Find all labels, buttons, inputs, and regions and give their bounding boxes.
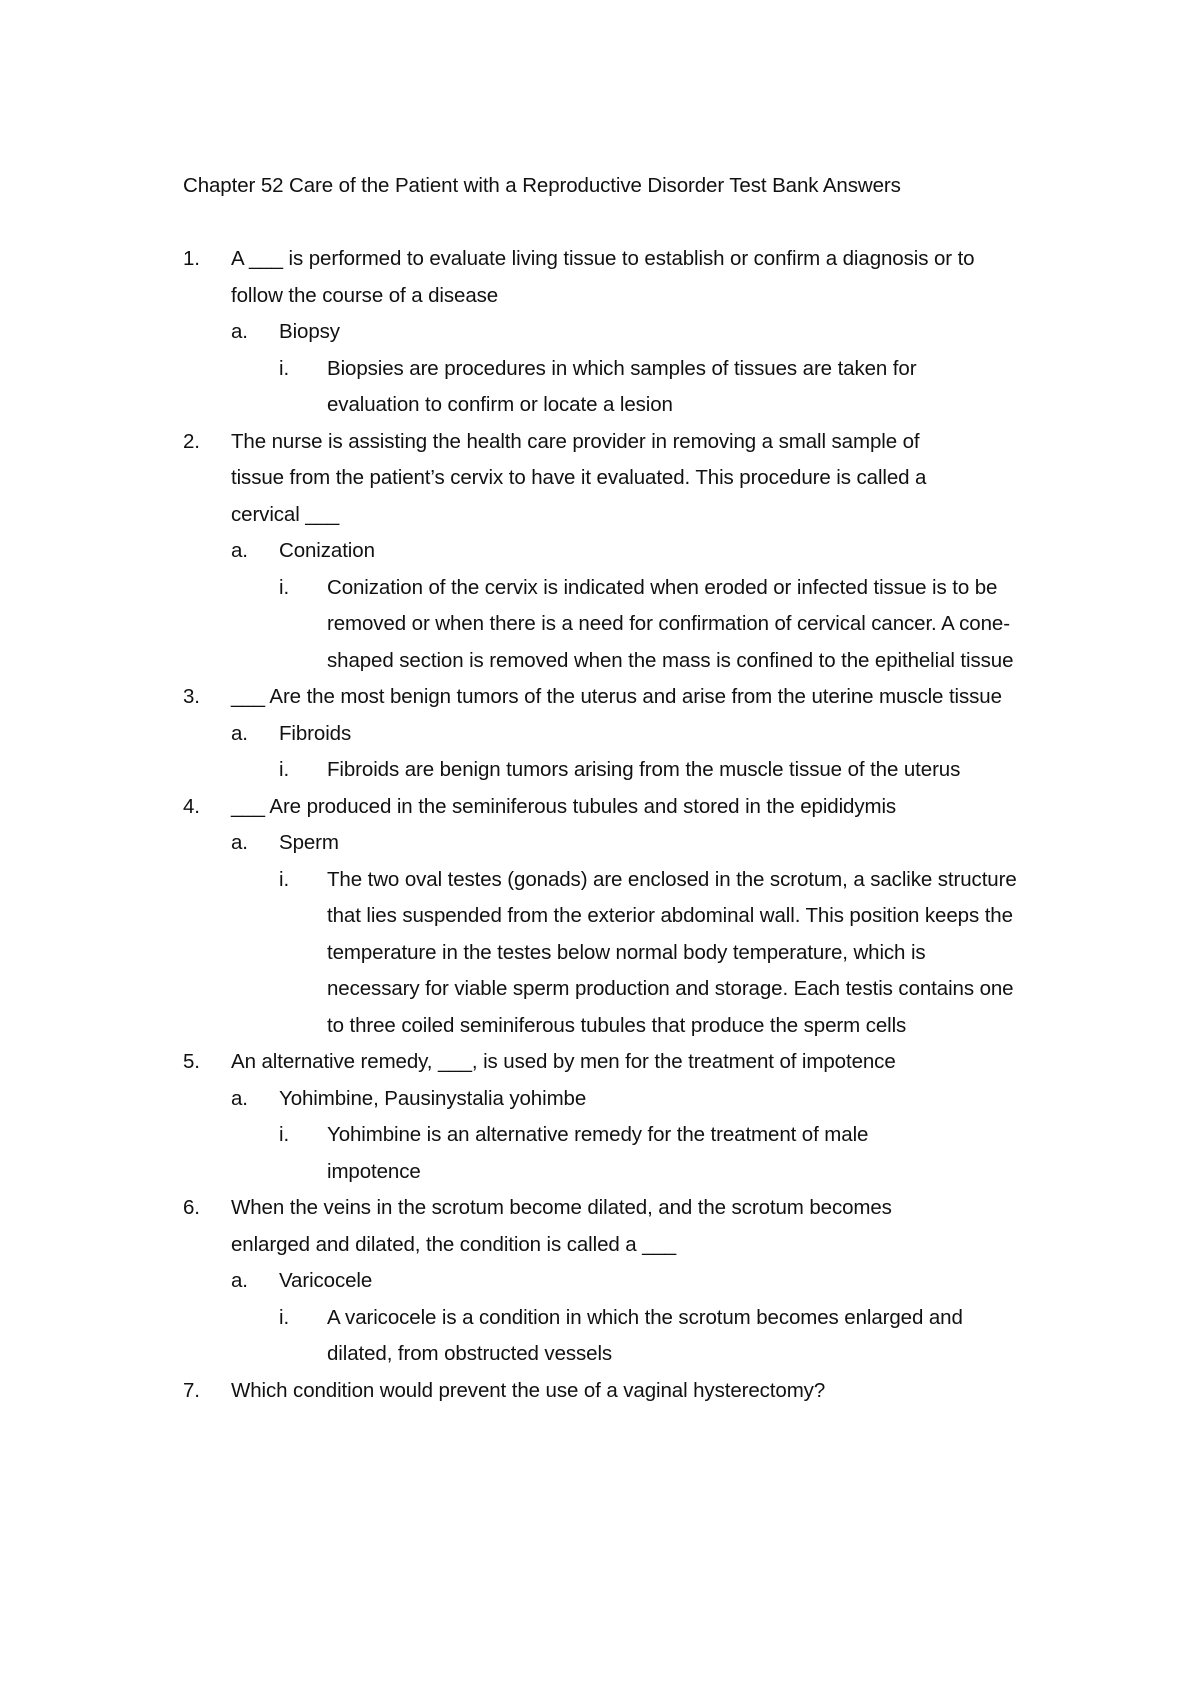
question-item [183,1373,1043,1410]
question-number: 2. [183,429,200,453]
question-text: ___ Are produced in the seminiferous tubules and stored in the epididymis [231,794,897,818]
question-text: Which condition would prevent the use of a vaginal hysterectomy? [231,1378,826,1402]
question-text: When the veins in the scrotum become dilated, and the scrotum becomes enlarged and dilated, the condition is called a ___ [231,1196,892,1256]
answer-item [231,314,1043,424]
question-text: A ___ is performed to evaluate living tissue to establish or confirm a diagnosis or to follow the course of a disease [231,247,975,307]
question-item [183,1190,1043,1373]
question-number: 5. [183,1050,200,1073]
answer-item [231,1263,1043,1373]
question-item [183,679,1043,789]
answer-text: Varicocele [279,1269,373,1292]
question-number: 1. [183,247,200,270]
answer-letter: a. [231,721,248,745]
rationale-text: Biopsies are procedures in which samples of tissues are taken for evaluation to confirm or locate a lesion [327,356,917,416]
question-item [183,1044,1043,1190]
question-item [183,789,1043,1045]
rationale-text: Fibroids are benign tumors arising from the muscle tissue of the uterus [327,758,961,781]
question-number: 6. [183,1196,200,1219]
rationale-item [279,1300,1043,1373]
rationale-item [279,752,1043,789]
answer-text: Fibroids [279,721,352,745]
question-number: 3. [183,685,200,708]
question-item [183,241,1043,424]
answer-text: Sperm [279,831,339,854]
rationale-text: Conization of the cervix is indicated when eroded or infected tissue is to be removed or when there is a need for confirmation of cervical cancer. A cone-shaped section is removed when the mass is confined to the epithelial tissue [327,575,1014,672]
rationale-text: A varicocele is a condition in which the scrotum becomes enlarged and dilated, from obstructed vessels [327,1305,963,1365]
question-text: ___ Are the most benign tumors of the uterus and arise from the uterine muscle tissue [231,685,1002,708]
answer-text: Biopsy [279,320,340,343]
answer-letter: a. [231,320,248,343]
rationale-item [279,1117,1043,1190]
rationale-text: Yohimbine is an alternative remedy for the treatment of male impotence [327,1123,869,1183]
rationale-text: The two oval testes (gonads) are enclosed in the scrotum, a saclike structure that lies suspended from the exterior abdominal wall. This position keeps the temperature in the testes below normal body temperature, which is necessary for viable sperm production and storage. Each testis contains one to three coiled seminiferous tubules that produce the sperm cells [327,867,1017,1037]
answer-letter: a. [231,1086,248,1110]
rationale-number: i. [279,758,290,781]
rationale-number: i. [279,356,290,380]
answer-item [231,533,1043,679]
answer-letter: a. [231,1269,248,1292]
answer-text: Yohimbine, Pausinystalia yohimbe [279,1086,587,1110]
document-title: Chapter 52 Care of the Patient with a Reproductive Disorder Test Bank Answers [183,174,901,197]
answer-letter: a. [231,831,248,854]
answer-item [231,1081,1043,1191]
question-item [183,424,1043,680]
answer-item [231,716,1043,789]
answer-letter: a. [231,539,248,562]
rationale-item [279,862,1043,1045]
rationale-number: i. [279,867,290,891]
question-text: An alternative remedy, ___, is used by men for the treatment of impotence [231,1050,896,1073]
question-number: 4. [183,794,200,818]
rationale-number: i. [279,1305,290,1329]
answer-text: Conization [279,539,375,562]
rationale-item [279,351,1043,424]
question-text: The nurse is assisting the health care provider in removing a small sample of tissue from the patient’s cervix to have it evaluated. This procedure is called a cervical ___ [231,429,927,526]
rationale-number: i. [279,1123,290,1146]
answer-item [231,825,1043,1044]
rationale-number: i. [279,575,290,599]
question-number: 7. [183,1378,200,1402]
question-list [183,241,1043,1409]
rationale-item [279,570,1043,680]
